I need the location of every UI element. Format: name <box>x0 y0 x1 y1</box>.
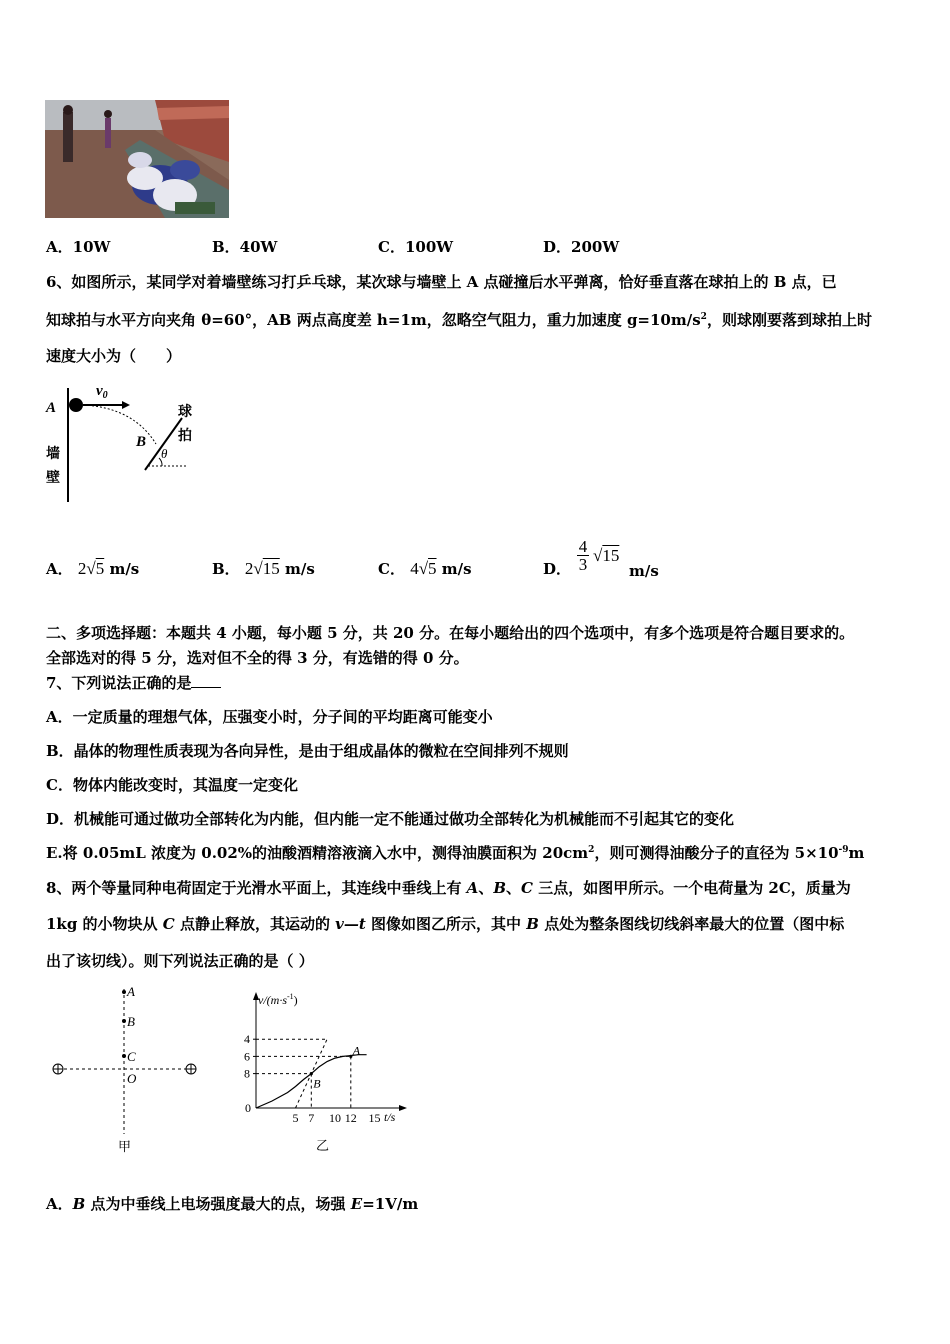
section2-header-line1: 二、多项选择题：本题共 4 小题，每小题 5 分，共 20 分。在每小题给出的四个选项中，有多个选项是符合题目要求的。 <box>46 624 855 642</box>
q8-stem-line3: 出了该切线）。则下列说法正确的是（ ） <box>46 952 314 970</box>
q7-option-d: D．机械能可通过做功全部转化为内能，但内能一定不能通过做功全部转化为机械能而不引起其它的变化 <box>46 810 735 828</box>
q6-stem-line1: 6、如图所示，某同学对着墙壁练习打乒乓球，某次球与墙壁上 A 点碰撞后水平弹离，恰好垂直落在球拍上的 B 点，已 <box>46 273 837 291</box>
q6-stem-line3: 速度大小为（ ） <box>46 347 182 365</box>
y-tick-label-4: 8 <box>244 1066 250 1081</box>
q5-option-b: B．40W <box>212 238 278 256</box>
q6-figure <box>44 378 204 503</box>
q6-option-b: B． 2√15 m/s <box>212 559 315 578</box>
label-racket-1: 球 <box>178 405 192 420</box>
label-racket-2: 拍 <box>178 429 192 444</box>
origin-label: 0 <box>245 1101 251 1115</box>
x-tick-label-12: 12 <box>344 1111 357 1125</box>
yi-caption: 乙 <box>316 1138 330 1153</box>
y-axis-label: $v/(m\cdot s^{-1})$ <box>258 992 298 1007</box>
q8-figure-yi <box>238 990 418 1158</box>
q8-stem-line1: 8、两个等量同种电荷固定于光滑水平面上，其连线中垂线上有 A、B、C 三点，如图甲所示。一个电荷量为 2C，质量为 <box>46 879 851 897</box>
q8-stem-line2: 1kg 的小物块从 C 点静止释放，其运动的 v—t 图像如图乙所示，其中 B 点处为整条图线切线斜率最大的位置（图中标 <box>46 915 845 933</box>
vt-chart <box>238 990 418 1158</box>
point-B <box>310 1072 313 1075</box>
x-tick-label-10: 10 <box>329 1111 341 1125</box>
q5-option-c: C．100W <box>378 238 454 256</box>
q6-stem-line2: 知球拍与水平方向夹角 θ=60°，AB 两点高度差 h=1m，忽略空气阻力，重力加速度 $g=10m/s^2$，则球刚要落到球拍上时 <box>46 311 872 329</box>
point-label-A: A <box>352 1043 361 1058</box>
jia-label-b: B <box>127 1014 135 1029</box>
jia-label-o: O <box>127 1071 137 1086</box>
label-b: B <box>136 434 147 450</box>
label-a: A <box>46 400 57 416</box>
q8-option-a: A．B 点为中垂线上电场强度最大的点，场强 E=1V/m <box>46 1195 419 1213</box>
q5-option-d: D．200W <box>543 238 620 256</box>
q7-option-c: C．物体内能改变时，其温度一定变化 <box>46 776 298 794</box>
x-axis-label: t/s <box>384 1110 396 1124</box>
jia-label-c: C <box>127 1049 136 1064</box>
label-v0: $v_0$ <box>96 383 108 401</box>
y-tick-label-6: 6 <box>244 1049 250 1064</box>
q7-stem: 7、下列说法正确的是 <box>46 672 221 693</box>
q7-option-b: B．晶体的物理性质表现为各向异性，是由于组成晶体的微粒在空间排列不规则 <box>46 742 569 760</box>
label-wall-1: 墙 <box>46 447 60 462</box>
q7-option-a: A．一定质量的理想气体，压强变小时，分子间的平均距离可能变小 <box>46 708 493 726</box>
q7-option-e: E.将 0.05mL 浓度为 0.02%的油酸酒精溶液滴入水中，测得油膜面积为 $20cm^2$，则可测得油酸分子的直径为 $5\times 10^{-9}m$ <box>46 844 865 862</box>
jia-label-a: A <box>127 984 135 999</box>
q6-option-a: A． 2√5 m/s <box>46 559 140 578</box>
x-tick-label-5: 5 <box>292 1111 299 1125</box>
x-axis-arrow <box>399 1105 407 1111</box>
q6-option-c: C． 4√5 m/s <box>378 559 472 578</box>
jia-caption: 甲 <box>118 1139 132 1154</box>
x-tick-label-15: 15 <box>368 1111 381 1125</box>
label-wall-2: 壁 <box>46 471 60 486</box>
x-tick-label-7: 7 <box>308 1111 315 1125</box>
students-photo <box>45 100 229 218</box>
q8-figure-jia <box>46 984 206 1156</box>
section2-header-line2: 全部选对的得 5 分，选对但不全的得 3 分，有选错的得 0 分。 <box>46 649 469 667</box>
point-label-B: B <box>313 1076 321 1091</box>
label-theta: θ <box>161 446 168 461</box>
q5-option-a: A．10W <box>46 238 111 256</box>
y-tick-label-8: 4 <box>244 1032 250 1047</box>
